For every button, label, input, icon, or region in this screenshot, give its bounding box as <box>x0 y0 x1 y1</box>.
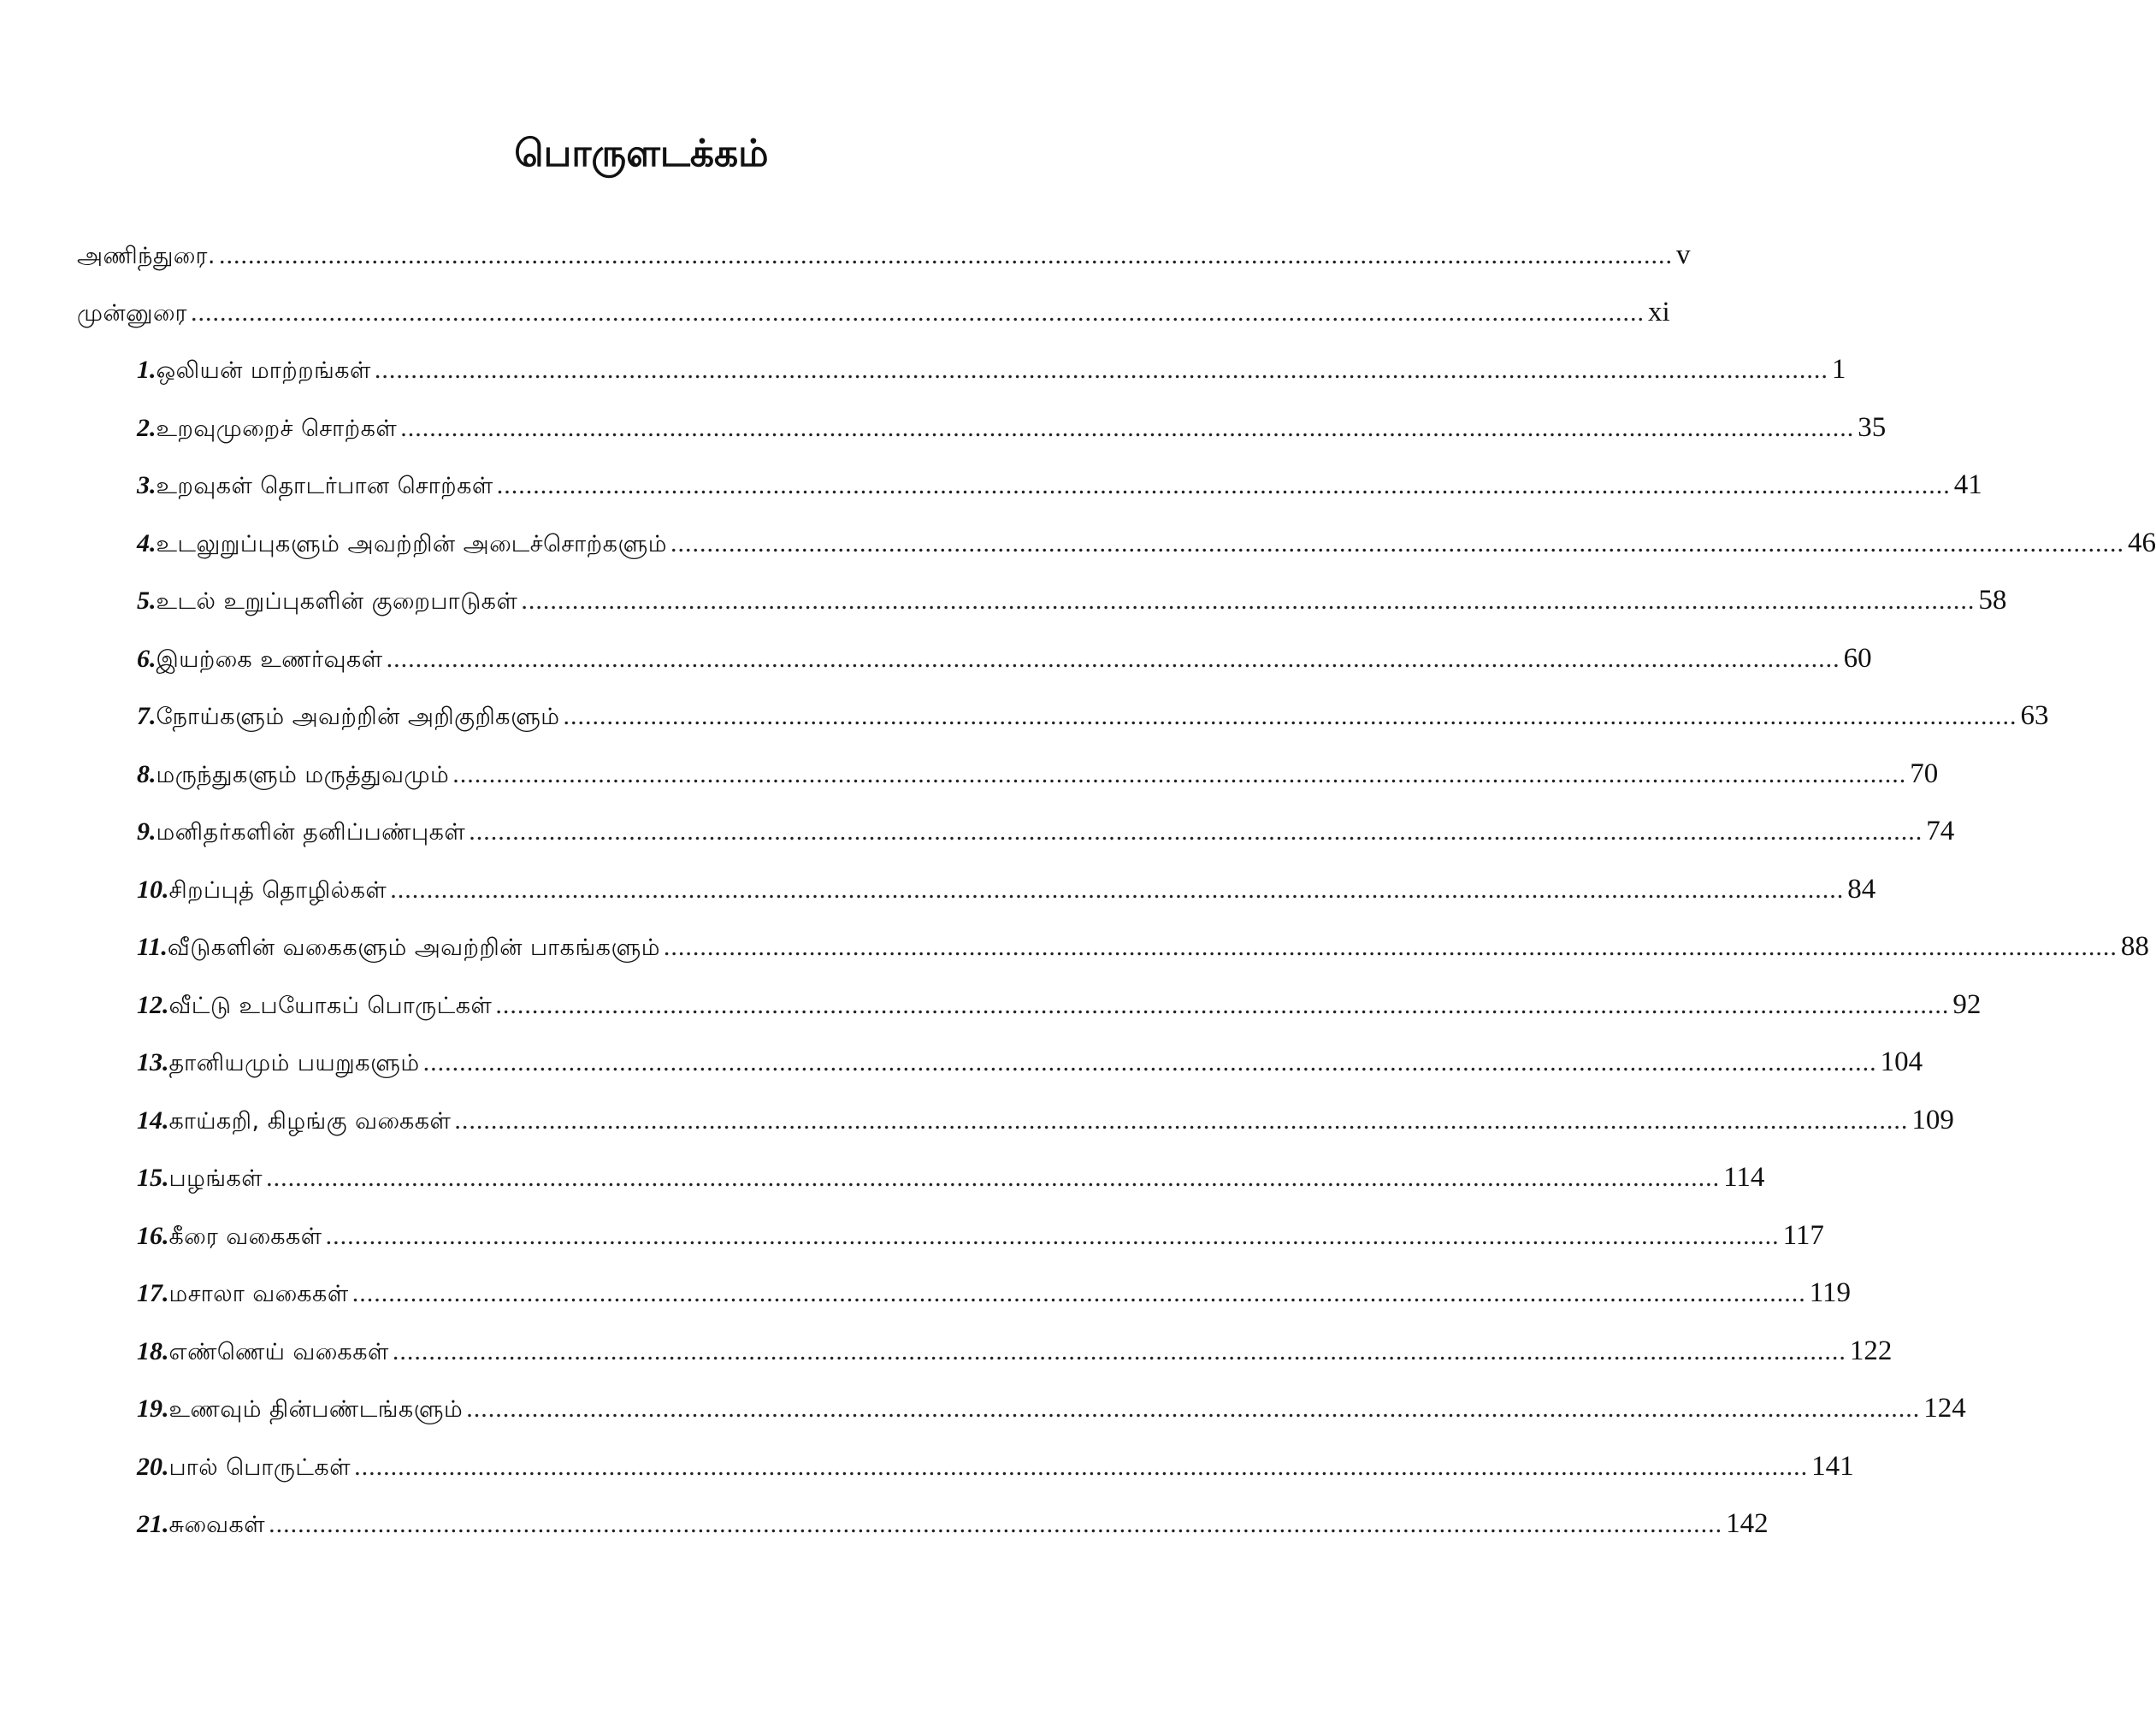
toc-entry-label: தானியமும் பயறுகளும் <box>168 1050 420 1076</box>
toc-entry-label: வீட்டு உபயோகப் பொருட்கள் <box>168 992 493 1019</box>
toc-entry-label: மனிதர்களின் தனிப்பண்புகள் <box>156 819 466 846</box>
toc-entry-number: 18. <box>137 1336 169 1365</box>
toc-entry-page: 122 <box>1849 1335 1893 1366</box>
toc-entry-number: 14. <box>137 1106 169 1135</box>
dot-leader: ........................................................................................................................................................................................................ <box>190 298 1645 327</box>
toc-entry-label: உணவும் தின்பண்டங்களும் <box>168 1396 464 1423</box>
toc-entry-label: உறவுமுறைச் சொற்கள் <box>156 415 398 442</box>
dot-leader: ........................................................................................................................................................................................................ <box>495 990 1950 1019</box>
toc-entry-page: xi <box>1647 297 1670 327</box>
toc-entry-chapter <box>137 1277 1851 1329</box>
toc-entry-number: 19. <box>137 1395 169 1423</box>
toc-entry-label: இயற்கை உணர்வுகள் <box>156 646 383 673</box>
toc-entry-page: v <box>1675 239 1691 270</box>
toc-entry-chapter <box>137 1104 1954 1156</box>
dot-leader: ........................................................................................................................................................................................................ <box>452 759 1907 788</box>
toc-entry-preface <box>77 297 1670 348</box>
toc-entry-chapter <box>137 758 1939 810</box>
toc-entry-chapter <box>137 873 1876 925</box>
toc-entry-page: 142 <box>1726 1508 1769 1539</box>
toc-entry-chapter <box>137 1335 1893 1387</box>
dot-leader: ........................................................................................................................................................................................................ <box>466 1395 1921 1423</box>
toc-entry-label: முன்னுரை <box>77 300 187 327</box>
toc-entry-chapter <box>137 585 2007 636</box>
toc-entry-label: மருந்துகளும் மருத்துவமும் <box>156 761 450 788</box>
dot-leader: ........................................................................................................................................................................................................ <box>374 356 1828 384</box>
toc-entry-number: 3. <box>137 471 157 499</box>
toc-entry-page: 119 <box>1809 1277 1851 1308</box>
toc-entry-chapter <box>137 411 1887 463</box>
dot-leader: ........................................................................................................................................................................................................ <box>469 817 1923 846</box>
toc-entry-number: 15. <box>137 1164 169 1192</box>
toc-entry-chapter <box>137 1450 1854 1502</box>
toc-entry-label: அணிந்துரை. <box>77 243 216 269</box>
toc-entry-page: 60 <box>1843 642 1872 674</box>
toc-entry-number: 1. <box>137 356 157 384</box>
toc-entry-label: ஒலியன் மாற்றங்கள் <box>156 357 371 384</box>
toc-entry-page: 117 <box>1782 1219 1824 1251</box>
dot-leader: ........................................................................................................................................................................................................ <box>422 1048 1877 1076</box>
toc-entry-chapter <box>137 354 1846 405</box>
dot-leader: ........................................................................................................................................................................................................ <box>218 241 1673 269</box>
toc-entry-label: உறவுகள் தொடர்பான சொற்கள் <box>156 473 493 499</box>
toc-entry-chapter <box>137 988 1982 1041</box>
dot-leader: ........................................................................................................................................................................................................ <box>563 702 2017 730</box>
toc-entry-number: 5. <box>137 587 157 615</box>
dot-leader: ........................................................................................................................................................................................................ <box>496 471 1951 499</box>
toc-entry-page: 109 <box>1911 1104 1954 1135</box>
dot-leader: ........................................................................................................................................................................................................ <box>400 413 1855 442</box>
toc-entry-number: 7. <box>137 702 157 730</box>
toc-entry-chapter <box>137 1162 1765 1213</box>
toc-entry-label: உடலுறுப்புகளும் அவற்றின் அடைச்சொற்களும் <box>156 530 667 557</box>
dot-leader: ........................................................................................................................................................................................................ <box>266 1164 1721 1192</box>
toc-entry-page: 114 <box>1723 1162 1765 1193</box>
dot-leader: ........................................................................................................................................................................................................ <box>663 933 2118 961</box>
toc-entry-number: 4. <box>137 528 157 557</box>
toc-entry-number: 9. <box>137 817 157 846</box>
toc-entry-number: 20. <box>137 1452 169 1481</box>
toc-entry-chapter <box>137 1047 1923 1098</box>
toc-entry-page: 63 <box>2020 700 2049 731</box>
dot-leader: ........................................................................................................................................................................................................ <box>670 528 2124 557</box>
toc-entry-page: 124 <box>1923 1393 1966 1424</box>
toc-entry-label: காய்கறி, கிழங்கு வகைகள் <box>168 1107 452 1135</box>
toc-entry-page: 1 <box>1831 354 1846 385</box>
dot-leader: ........................................................................................................................................................................................................ <box>269 1510 1723 1538</box>
dot-leader: ........................................................................................................................................................................................................ <box>386 644 1840 673</box>
toc-entry-foreword <box>77 239 1691 291</box>
toc-entry-label: உடல் உறுப்புகளின் குறைபாடுகள் <box>156 588 518 615</box>
toc-entry-chapter <box>137 642 1872 694</box>
dot-leader: ........................................................................................................................................................................................................ <box>325 1221 1780 1250</box>
toc-entry-number: 10. <box>137 875 169 904</box>
toc-entry-chapter <box>137 1393 1966 1444</box>
page-title: பொருளடக்கம் <box>514 132 769 175</box>
toc-entry-page: 41 <box>1953 469 1982 500</box>
toc-entry-number: 11. <box>137 933 168 961</box>
toc-entry-number: 21. <box>137 1510 169 1538</box>
toc-entry-page: 58 <box>1978 585 2007 616</box>
toc-entry-label: மசாலா வகைகள் <box>168 1281 349 1307</box>
dot-leader: ........................................................................................................................................................................................................ <box>521 587 1976 615</box>
dot-leader: ........................................................................................................................................................................................................ <box>390 875 1845 904</box>
dot-leader: ........................................................................................................................................................................................................ <box>392 1336 1846 1365</box>
toc-entry-chapter <box>137 816 1955 867</box>
toc-entry-page: 35 <box>1858 411 1887 443</box>
toc-entry-label: பால் பொருட்கள் <box>168 1454 351 1481</box>
toc-entry-number: 6. <box>137 644 157 673</box>
toc-entry-page: 104 <box>1880 1047 1923 1077</box>
toc-entry-chapter <box>137 700 2049 752</box>
toc-entry-chapter <box>137 1508 1769 1560</box>
toc-entry-chapter <box>137 527 2156 579</box>
dot-leader: ........................................................................................................................................................................................................ <box>351 1279 1806 1307</box>
toc-entry-number: 16. <box>137 1221 169 1250</box>
toc-entry-chapter <box>137 931 2149 982</box>
toc-entry-label: கீரை வகைகள் <box>168 1223 322 1250</box>
toc-entry-page: 84 <box>1847 873 1876 905</box>
toc-entry-number: 12. <box>137 990 169 1019</box>
toc-entry-label: சிறப்புத் தொழில்கள் <box>168 876 387 904</box>
toc-entry-page: 92 <box>1952 988 1982 1020</box>
toc-entry-label: பழங்கள் <box>168 1165 263 1192</box>
toc-entry-number: 17. <box>137 1279 169 1307</box>
toc-entry-number: 2. <box>137 413 157 442</box>
dot-leader: ........................................................................................................................................................................................................ <box>354 1452 1809 1481</box>
dot-leader: ........................................................................................................................................................................................................ <box>454 1106 1909 1135</box>
toc-entry-page: 141 <box>1811 1450 1854 1482</box>
toc-entry-label: வீடுகளின் வகைகளும் அவற்றின் பாகங்களும் <box>167 935 660 961</box>
toc-entry-page: 88 <box>2120 931 2149 962</box>
toc-entry-chapter <box>137 469 1982 521</box>
toc-entry-page: 74 <box>1926 816 1955 846</box>
toc-entry-page: 46 <box>2127 527 2156 558</box>
toc-entry-chapter <box>137 1219 1824 1271</box>
toc-entry-label: நோய்களும் அவற்றின் அறிகுறிகளும் <box>156 704 560 730</box>
toc-entry-number: 8. <box>137 759 157 788</box>
toc-entry-label: சுவைகள் <box>168 1512 266 1538</box>
toc-entry-label: எண்ணெய் வகைகள் <box>168 1338 389 1365</box>
toc-entry-page: 70 <box>1910 758 1939 789</box>
toc-entry-number: 13. <box>137 1048 169 1076</box>
